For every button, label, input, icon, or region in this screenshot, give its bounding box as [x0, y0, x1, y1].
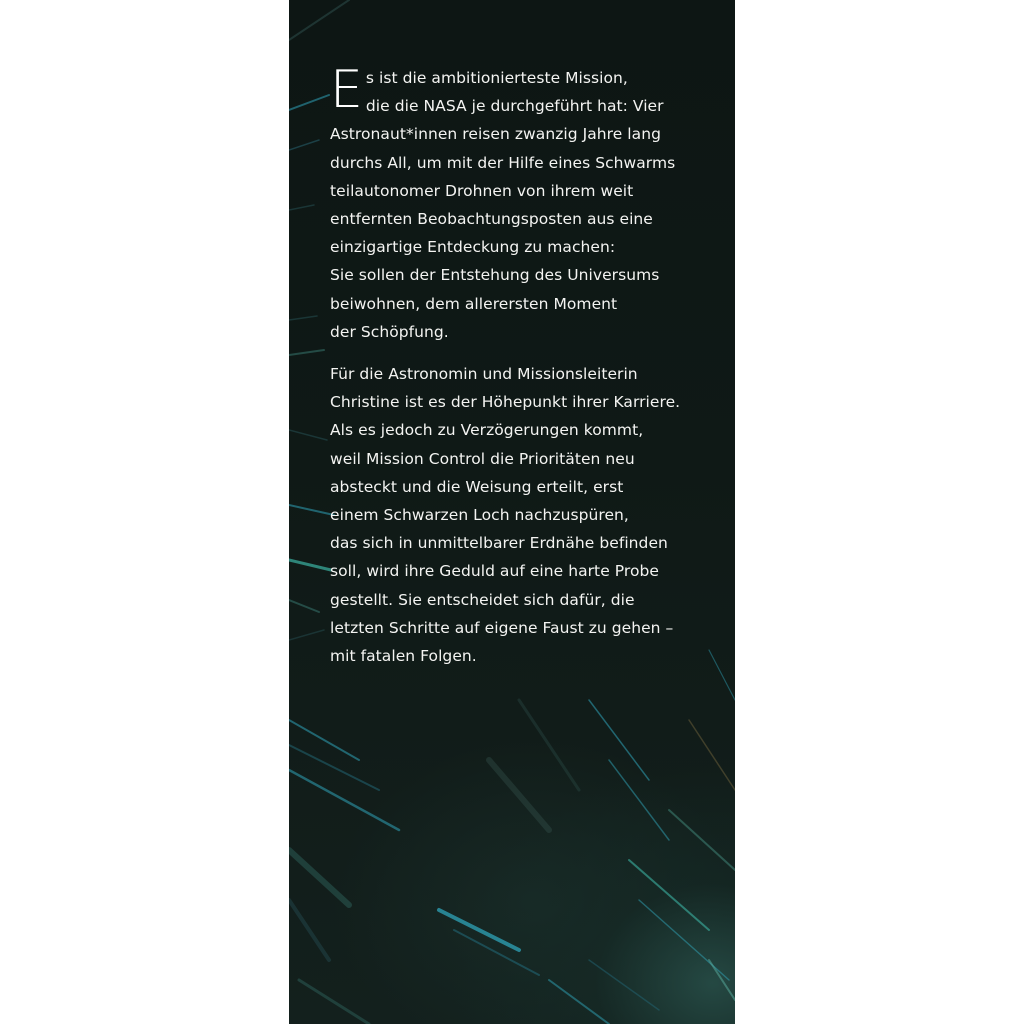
- text-line: weil Mission Control die Prioritäten neu: [330, 449, 635, 468]
- text-line: teilautonomer Drohnen von ihrem weit: [330, 181, 634, 200]
- text-line: einem Schwarzen Loch nachzuspüren,: [330, 506, 629, 525]
- text-line: beiwohnen, dem allerersten Moment: [330, 294, 618, 313]
- text-line: s ist die ambitionierteste Mission,: [365, 69, 628, 87]
- text-line: Als es jedoch zu Verzögerungen kommt,: [330, 421, 644, 440]
- text-line: die die NASA je durchgeführt hat: Vier: [365, 97, 664, 116]
- blurb-paragraph-1: [330, 60, 725, 346]
- blurb-paragraph-2: [330, 360, 725, 670]
- text-line: absteckt und die Weisung erteilt, erst: [330, 477, 624, 496]
- text-line: soll, wird ihre Geduld auf eine harte Probe: [330, 562, 659, 581]
- text-line: Für die Astronomin und Missionsleiterin: [330, 365, 638, 384]
- text-line: Christine ist es der Höhepunkt ihrer Karriere.: [330, 393, 681, 412]
- text-line: das sich in unmittelbarer Erdnähe befinden: [330, 534, 668, 553]
- text-line: durchs All, um mit der Hilfe eines Schwarms: [330, 153, 676, 172]
- cover-flap-panel: [289, 0, 735, 1024]
- text-line: mit fatalen Folgen.: [330, 647, 477, 666]
- text-line: der Schöpfung.: [330, 322, 449, 341]
- drop-cap: E: [330, 60, 363, 120]
- text-line: entfernten Beobachtungsposten aus eine: [330, 210, 653, 229]
- text-line: Sie sollen der Entstehung des Universums: [330, 266, 660, 285]
- text-line: einzigartige Entdeckung zu machen:: [330, 238, 616, 257]
- text-line: gestellt. Sie entscheidet sich dafür, die: [330, 590, 635, 609]
- blurb-text: [330, 60, 725, 670]
- text-line: Astronaut*innen reisen zwanzig Jahre lang: [330, 125, 661, 144]
- text-line: letzten Schritte auf eigene Faust zu gehen –: [330, 618, 674, 637]
